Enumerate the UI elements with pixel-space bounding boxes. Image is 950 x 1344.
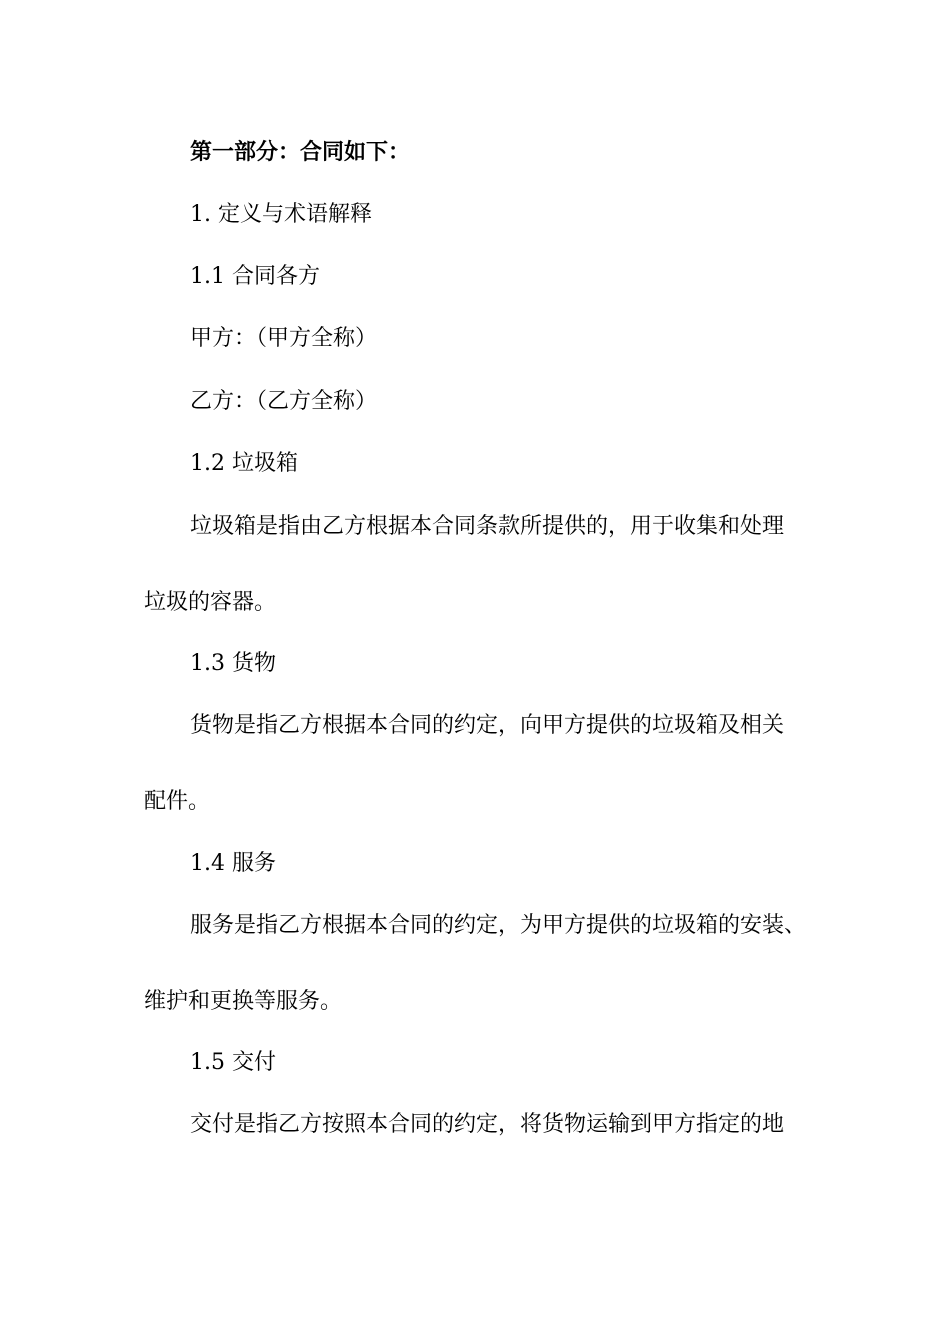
party-a-line: 甲方：（甲方全称）	[190, 326, 378, 351]
def-1-4-line1: 服务是指乙方根据本合同的约定，为甲方提供的垃圾箱的安装、	[190, 913, 807, 938]
def-1-3-line1: 货物是指乙方根据本合同的约定，向甲方提供的垃圾箱及相关	[190, 713, 785, 738]
part-heading: 第一部分：合同如下：	[190, 140, 411, 165]
section-1-5-title: 1.5 交付	[190, 1050, 276, 1075]
section-1-3-title: 1.3 货物	[190, 651, 276, 676]
def-1-2-line2: 垃圾的容器。	[144, 590, 277, 615]
def-1-2-line1: 垃圾箱是指由乙方根据本合同条款所提供的，用于收集和处理	[190, 514, 785, 539]
section-1-1-title: 1.1 合同各方	[190, 264, 320, 289]
section-1-4-title: 1.4 服务	[190, 851, 276, 876]
def-1-4-line2: 维护和更换等服务。	[144, 989, 343, 1014]
section-1-2-title: 1.2 垃圾箱	[190, 451, 298, 476]
party-b-line: 乙方：（乙方全称）	[190, 389, 378, 414]
section-1-title: 1. 定义与术语解释	[190, 202, 372, 227]
def-1-3-line2: 配件。	[144, 789, 211, 814]
def-1-5-line1: 交付是指乙方按照本合同的约定，将货物运输到甲方指定的地	[190, 1112, 785, 1137]
